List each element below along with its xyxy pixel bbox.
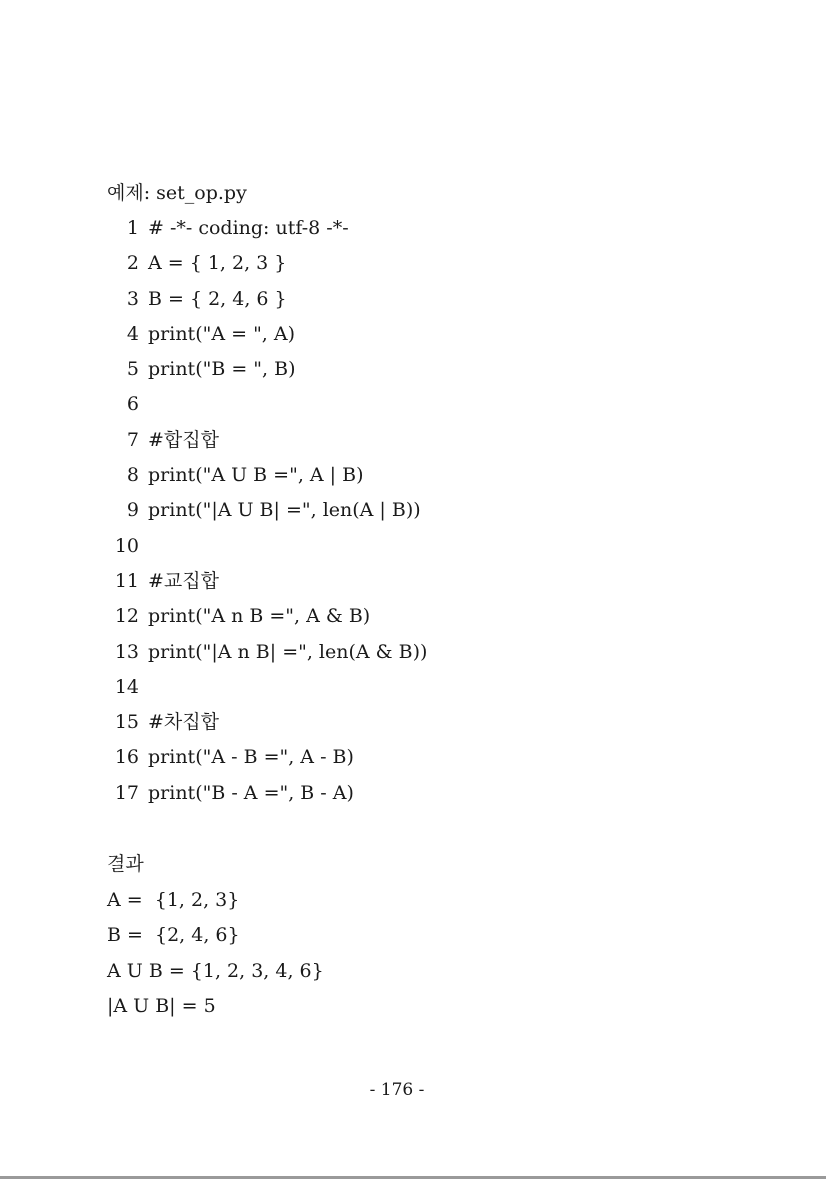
line-number: 3 (126, 287, 139, 310)
code-line (107, 533, 427, 568)
code-line (107, 427, 427, 462)
code-line (107, 286, 427, 321)
line-number: 7 (126, 428, 139, 451)
line-number: 1 (126, 217, 139, 239)
line-code: print("A n B =", A & B) (148, 605, 371, 628)
code-line (107, 744, 427, 779)
line-code: print("A U B =", A | B) (148, 464, 364, 487)
result-line: A = {1, 2, 3} (107, 889, 240, 911)
code-line (107, 568, 427, 603)
line-code: print("B = ", B) (148, 358, 296, 381)
line-number: 8 (126, 464, 139, 487)
line-code: # -*- coding: utf-8 -*- (148, 217, 349, 239)
code-line (107, 709, 427, 744)
line-code: A = { 1, 2, 3 } (148, 252, 287, 275)
line-code: #차집합 (148, 711, 219, 734)
line-code: print("|A n B| =", len(A & B)) (148, 640, 428, 663)
result-title: 결과 (107, 853, 144, 875)
code-line (107, 497, 427, 532)
line-code: #합집합 (148, 428, 219, 451)
line-code: B = { 2, 4, 6 } (148, 287, 287, 310)
code-line (107, 603, 427, 638)
code-line (107, 250, 427, 285)
result-line: A U B = {1, 2, 3, 4, 6} (107, 959, 324, 982)
code-line (107, 356, 427, 391)
line-number: 6 (126, 393, 139, 416)
line-number: 17 (114, 781, 139, 804)
code-line (107, 391, 427, 426)
code-line (107, 674, 427, 709)
code-listing (107, 215, 427, 815)
example-title: 예제: set_op.py (107, 182, 247, 204)
code-line (107, 639, 427, 674)
page-number: - 176 - (369, 1080, 425, 1100)
result-output (107, 887, 324, 1028)
code-line (107, 780, 427, 815)
code-line (107, 462, 427, 497)
line-code: #교집합 (148, 569, 219, 592)
line-code: print("A - B =", A - B) (148, 746, 354, 769)
line-code: print("|A U B| =", len(A | B)) (148, 499, 421, 522)
code-line (107, 321, 427, 356)
line-code: print("A = ", A) (148, 322, 296, 345)
line-number: 12 (114, 605, 139, 628)
line-number: 13 (114, 640, 139, 663)
line-number: 4 (126, 322, 139, 345)
result-line: B = {2, 4, 6} (107, 924, 240, 947)
line-number: 2 (126, 252, 139, 275)
line-number: 16 (114, 746, 139, 769)
line-number: 10 (114, 534, 139, 557)
line-number: 14 (114, 675, 139, 698)
line-number: 5 (126, 358, 139, 381)
line-number: 11 (114, 569, 139, 592)
result-line: |A U B| = 5 (107, 994, 216, 1017)
line-number: 9 (126, 499, 139, 522)
line-number: 15 (114, 711, 139, 734)
code-line (107, 215, 427, 250)
line-code: print("B - A =", B - A) (148, 781, 354, 804)
